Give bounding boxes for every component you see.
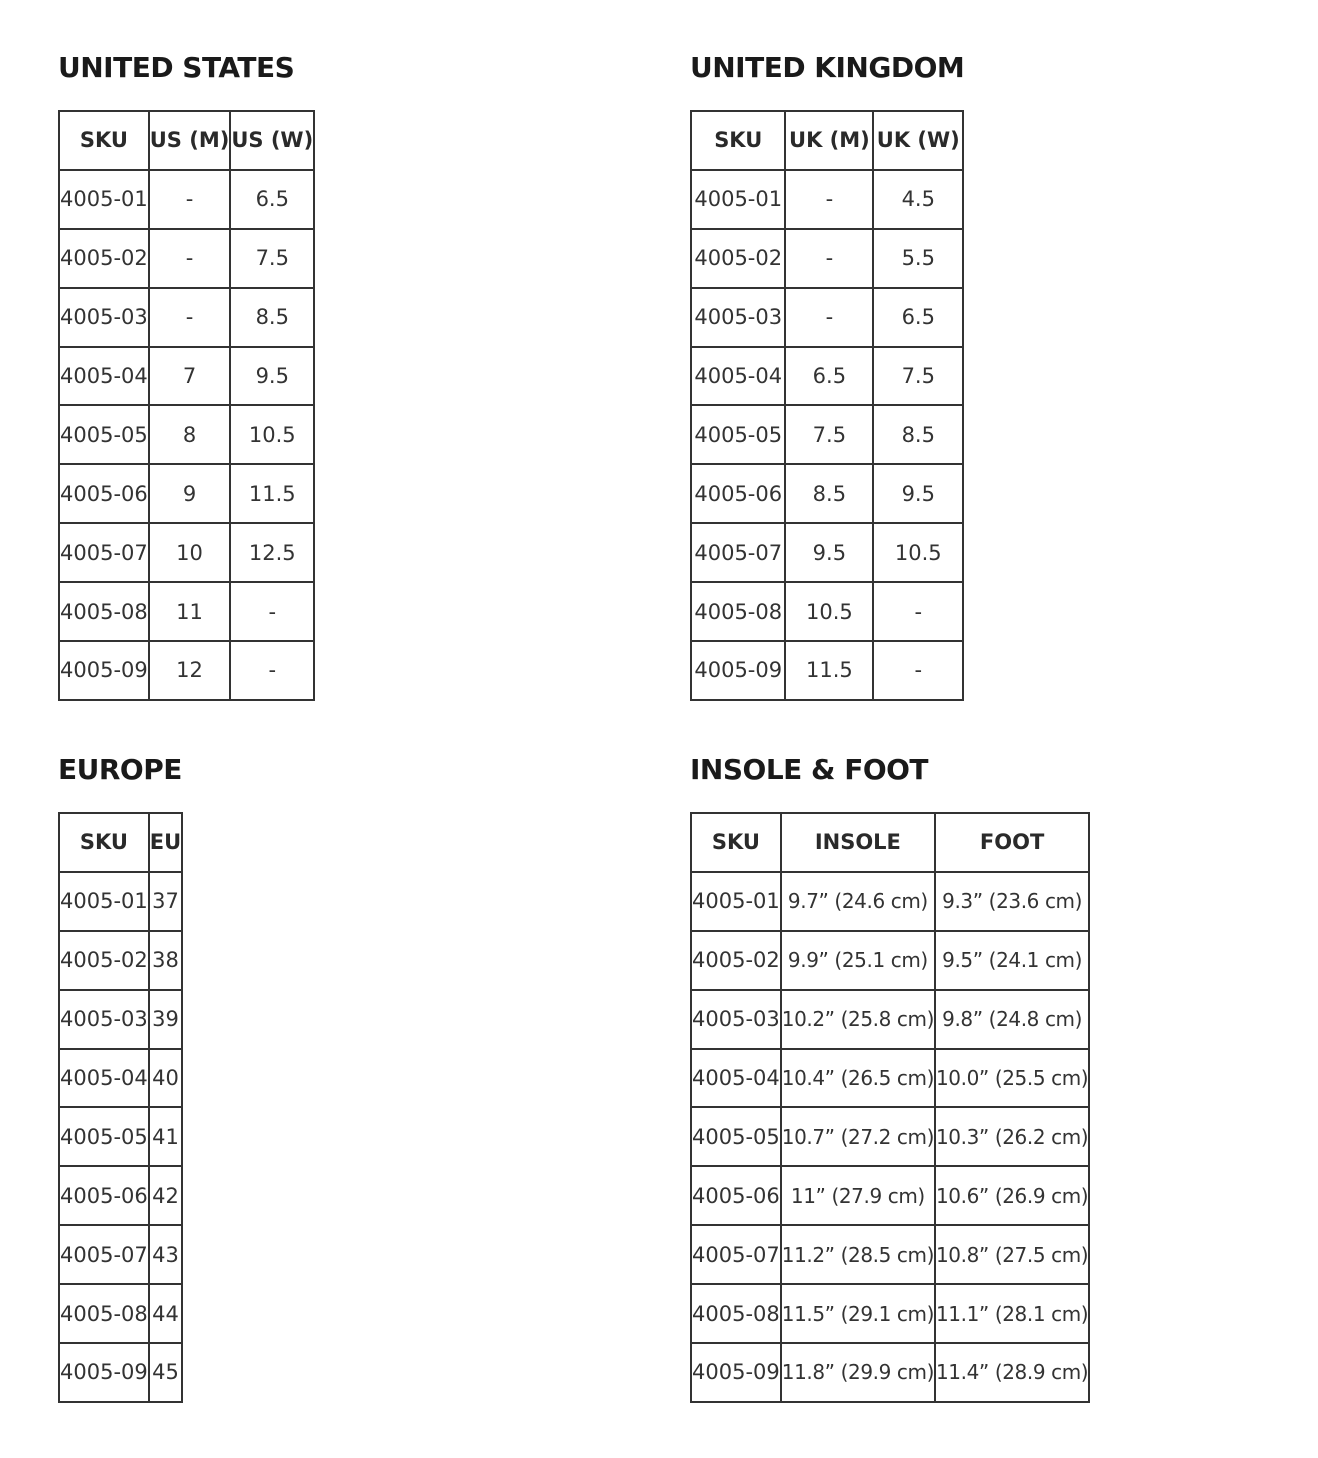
size-cell: 9.7” (24.6 cm) (781, 872, 935, 931)
table-header-row (691, 111, 963, 170)
table-row (691, 1166, 1089, 1225)
table-header-row (59, 813, 182, 872)
size-cell: 9.3” (23.6 cm) (935, 872, 1089, 931)
table-row (59, 229, 314, 288)
size-cell: 39 (149, 990, 182, 1049)
size-cell: 10.5 (230, 405, 314, 464)
size-cell: - (785, 170, 873, 229)
sku-cell: 4005-02 (691, 931, 781, 990)
size-cell: 7.5 (785, 405, 873, 464)
size-cell: 44 (149, 1284, 182, 1343)
size-cell: 9.5 (873, 464, 963, 523)
size-cell: 9.5 (230, 347, 314, 406)
sku-cell: 4005-01 (59, 872, 149, 931)
size-cell: 10.7” (27.2 cm) (781, 1107, 935, 1166)
size-cell: - (230, 582, 314, 641)
table-row (59, 1166, 182, 1225)
table-row (691, 523, 963, 582)
size-cell: 9.5 (785, 523, 873, 582)
uk-section-title: UNITED KINGDOM (690, 51, 965, 84)
us-size-section (58, 51, 314, 683)
sku-cell: 4005-04 (59, 1049, 149, 1108)
size-cell: 9.8” (24.8 cm) (935, 990, 1089, 1049)
table-row (59, 347, 314, 406)
sku-cell: 4005-08 (59, 1284, 149, 1343)
table-row (691, 170, 963, 229)
eu-size-section (58, 753, 182, 1385)
table-row (691, 641, 963, 700)
size-cell: 43 (149, 1225, 182, 1284)
table-row (59, 288, 314, 347)
size-cell: - (785, 288, 873, 347)
column-header: SKU (59, 813, 149, 872)
sku-cell: 4005-04 (691, 1049, 781, 1108)
sku-cell: 4005-08 (691, 582, 785, 641)
size-cell: 7 (149, 347, 231, 406)
sku-cell: 4005-01 (691, 872, 781, 931)
table-row (691, 1343, 1089, 1402)
size-cell: 11 (149, 582, 231, 641)
size-cell: 11.5” (29.1 cm) (781, 1284, 935, 1343)
insole-section-title: INSOLE & FOOT (690, 753, 929, 786)
size-cell: 10.8” (27.5 cm) (935, 1225, 1089, 1284)
column-header: SKU (691, 813, 781, 872)
table-row (59, 990, 182, 1049)
sku-cell: 4005-03 (691, 990, 781, 1049)
table-row (59, 582, 314, 641)
size-cell: - (873, 641, 963, 700)
size-cell: 37 (149, 872, 182, 931)
table-row (691, 1225, 1089, 1284)
table-row (59, 405, 314, 464)
sku-cell: 4005-02 (59, 931, 149, 990)
size-cell: 7.5 (230, 229, 314, 288)
sku-cell: 4005-09 (59, 1343, 149, 1402)
size-cell: 11.5 (785, 641, 873, 700)
sku-cell: 4005-07 (691, 1225, 781, 1284)
size-cell: 9.5” (24.1 cm) (935, 931, 1089, 990)
sku-cell: 4005-02 (59, 229, 149, 288)
table-row (59, 641, 314, 700)
column-header: UK (W) (873, 111, 963, 170)
table-row (691, 1284, 1089, 1343)
sku-cell: 4005-04 (691, 347, 785, 406)
size-cell: 38 (149, 931, 182, 990)
size-cell: 6.5 (230, 170, 314, 229)
size-cell: 40 (149, 1049, 182, 1108)
sku-cell: 4005-03 (691, 288, 785, 347)
size-cell: 8.5 (230, 288, 314, 347)
insole-foot-table (690, 812, 1090, 1403)
sku-cell: 4005-06 (691, 1166, 781, 1225)
insole-foot-section (690, 753, 1089, 1385)
table-row (59, 931, 182, 990)
size-cell: 6.5 (785, 347, 873, 406)
column-header: SKU (691, 111, 785, 170)
column-header: US (W) (230, 111, 314, 170)
sku-cell: 4005-08 (691, 1284, 781, 1343)
sku-cell: 4005-07 (691, 523, 785, 582)
sku-cell: 4005-02 (691, 229, 785, 288)
table-row (59, 1284, 182, 1343)
table-row (691, 872, 1089, 931)
size-cell: 6.5 (873, 288, 963, 347)
size-cell: 10.4” (26.5 cm) (781, 1049, 935, 1108)
size-cell: - (149, 170, 231, 229)
size-cell: 4.5 (873, 170, 963, 229)
column-header: UK (M) (785, 111, 873, 170)
sku-cell: 4005-01 (59, 170, 149, 229)
sku-cell: 4005-09 (691, 641, 785, 700)
sku-cell: 4005-05 (59, 1107, 149, 1166)
eu-size-table (58, 812, 183, 1403)
sku-cell: 4005-04 (59, 347, 149, 406)
size-cell: 10.6” (26.9 cm) (935, 1166, 1089, 1225)
size-cell: 10.3” (26.2 cm) (935, 1107, 1089, 1166)
sku-cell: 4005-05 (691, 1107, 781, 1166)
size-cell: 11.5 (230, 464, 314, 523)
table-row (691, 1107, 1089, 1166)
table-row (59, 1343, 182, 1402)
column-header: SKU (59, 111, 149, 170)
size-cell: 45 (149, 1343, 182, 1402)
sku-cell: 4005-03 (59, 288, 149, 347)
table-header-row (59, 111, 314, 170)
sku-cell: 4005-06 (691, 464, 785, 523)
table-row (691, 347, 963, 406)
column-header: FOOT (935, 813, 1089, 872)
uk-size-section (690, 51, 965, 683)
sku-cell: 4005-09 (59, 641, 149, 700)
table-row (59, 464, 314, 523)
size-cell: 10.2” (25.8 cm) (781, 990, 935, 1049)
size-cell: 11.2” (28.5 cm) (781, 1225, 935, 1284)
column-header: EU (149, 813, 182, 872)
size-cell: - (149, 229, 231, 288)
table-row (59, 1107, 182, 1166)
size-cell: 10 (149, 523, 231, 582)
sku-cell: 4005-05 (59, 405, 149, 464)
size-cell: 7.5 (873, 347, 963, 406)
size-cell: 8 (149, 405, 231, 464)
size-cell: 10.5 (873, 523, 963, 582)
size-cell: 41 (149, 1107, 182, 1166)
size-cell: 9 (149, 464, 231, 523)
sku-cell: 4005-07 (59, 1225, 149, 1284)
size-cell: - (873, 582, 963, 641)
sku-cell: 4005-05 (691, 405, 785, 464)
table-header-row (691, 813, 1089, 872)
sku-cell: 4005-01 (691, 170, 785, 229)
size-cell: 12.5 (230, 523, 314, 582)
size-cell: - (149, 288, 231, 347)
table-row (691, 405, 963, 464)
table-row (691, 990, 1089, 1049)
size-cell: - (785, 229, 873, 288)
uk-size-table (690, 110, 964, 701)
size-cell: 42 (149, 1166, 182, 1225)
sku-cell: 4005-06 (59, 464, 149, 523)
table-row (59, 170, 314, 229)
table-row (691, 1049, 1089, 1108)
size-cell: 10.5 (785, 582, 873, 641)
size-cell: 5.5 (873, 229, 963, 288)
table-row (59, 1049, 182, 1108)
size-cell: 8.5 (873, 405, 963, 464)
size-cell: 11.8” (29.9 cm) (781, 1343, 935, 1402)
table-row (691, 464, 963, 523)
us-size-table (58, 110, 315, 701)
size-cell: 8.5 (785, 464, 873, 523)
table-row (59, 523, 314, 582)
size-cell: - (230, 641, 314, 700)
size-cell: 11.1” (28.1 cm) (935, 1284, 1089, 1343)
size-cell: 11” (27.9 cm) (781, 1166, 935, 1225)
table-row (691, 931, 1089, 990)
table-row (691, 582, 963, 641)
size-cell: 11.4” (28.9 cm) (935, 1343, 1089, 1402)
sku-cell: 4005-08 (59, 582, 149, 641)
table-row (691, 288, 963, 347)
sku-cell: 4005-03 (59, 990, 149, 1049)
column-header: INSOLE (781, 813, 935, 872)
size-cell: 10.0” (25.5 cm) (935, 1049, 1089, 1108)
size-cell: 9.9” (25.1 cm) (781, 931, 935, 990)
table-row (59, 1225, 182, 1284)
sku-cell: 4005-06 (59, 1166, 149, 1225)
column-header: US (M) (149, 111, 231, 170)
table-row (691, 229, 963, 288)
eu-section-title: EUROPE (58, 753, 182, 786)
sku-cell: 4005-07 (59, 523, 149, 582)
us-section-title: UNITED STATES (58, 51, 295, 84)
table-row (59, 872, 182, 931)
sku-cell: 4005-09 (691, 1343, 781, 1402)
size-cell: 12 (149, 641, 231, 700)
